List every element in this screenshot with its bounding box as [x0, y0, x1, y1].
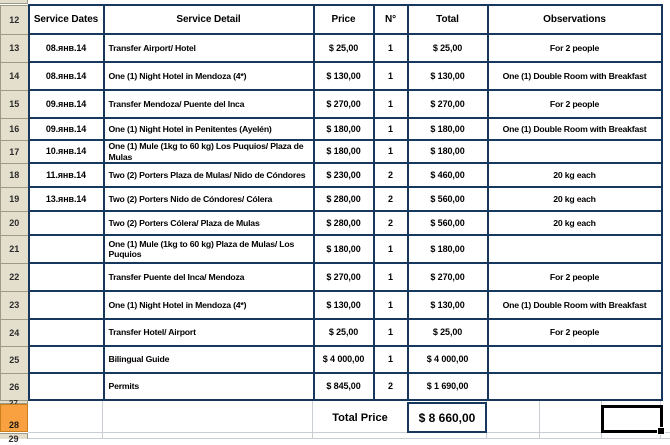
date-cell[interactable]	[29, 291, 104, 319]
total-cell[interactable]: $ 180,00	[408, 118, 488, 140]
table-row	[1, 291, 662, 319]
detail-cell[interactable]: Bilingual Guide	[104, 346, 314, 373]
col-header-total[interactable]: Total	[408, 5, 488, 34]
row-header[interactable]: 16	[1, 118, 29, 140]
observations-cell[interactable]: For 2 people	[488, 90, 662, 118]
date-cell[interactable]: 09.янв.14	[29, 118, 104, 140]
price-cell[interactable]: $ 270,00	[314, 90, 374, 118]
row-header[interactable]: 17	[1, 140, 29, 163]
observations-cell[interactable]: One (1) Double Room with Breakfast	[488, 62, 662, 90]
table-row	[1, 235, 662, 263]
qty-cell[interactable]: 1	[374, 140, 408, 163]
detail-cell[interactable]: Two (2) Porters Plaza de Mulas/ Nido de Cóndores	[104, 163, 314, 187]
gridline	[102, 401, 103, 439]
table-row	[1, 211, 662, 235]
total-price-label[interactable]: Total Price	[332, 412, 388, 424]
detail-cell[interactable]: Permits	[104, 373, 314, 400]
row-header[interactable]: 23	[1, 291, 29, 319]
row-header[interactable]: 14	[1, 62, 29, 90]
price-cell[interactable]: $ 270,00	[314, 263, 374, 291]
row-header-partial-bottom[interactable]	[0, 433, 28, 444]
services-table	[0, 4, 663, 401]
observations-cell[interactable]: For 2 people	[488, 263, 662, 291]
table-row	[1, 319, 662, 346]
qty-cell[interactable]: 1	[374, 118, 408, 140]
date-cell[interactable]	[29, 235, 104, 263]
price-cell[interactable]: $ 280,00	[314, 187, 374, 211]
total-cell[interactable]: $ 25,00	[408, 319, 488, 346]
total-cell[interactable]: $ 270,00	[408, 90, 488, 118]
col-header-service-detail[interactable]: Service Detail	[104, 5, 314, 34]
total-cell[interactable]: $ 130,00	[408, 62, 488, 90]
observations-cell[interactable]: 20 kg each	[488, 187, 662, 211]
active-cell[interactable]	[601, 405, 663, 433]
price-cell[interactable]: $ 180,00	[314, 235, 374, 263]
qty-cell[interactable]: 1	[374, 319, 408, 346]
observations-cell[interactable]: One (1) Double Room with Breakfast	[488, 118, 662, 140]
table-row	[1, 62, 662, 90]
col-header-observations[interactable]: Observations	[488, 5, 662, 34]
detail-cell[interactable]: One (1) Night Hotel in Mendoza (4*)	[104, 291, 314, 319]
observations-cell[interactable]	[488, 140, 662, 163]
row-header[interactable]: 15	[1, 90, 29, 118]
total-cell[interactable]: $ 460,00	[408, 163, 488, 187]
price-cell[interactable]: $ 230,00	[314, 163, 374, 187]
qty-cell[interactable]: 1	[374, 34, 408, 62]
detail-cell[interactable]: One (1) Night Hotel in Mendoza (4*)	[104, 62, 314, 90]
row-header[interactable]: 24	[1, 319, 29, 346]
date-cell[interactable]	[29, 211, 104, 235]
observations-cell[interactable]: 20 kg each	[488, 163, 662, 187]
price-cell[interactable]: $ 180,00	[314, 140, 374, 163]
col-header-service-dates[interactable]: Service Dates	[29, 5, 104, 34]
qty-cell[interactable]: 1	[374, 291, 408, 319]
detail-cell[interactable]: One (1) Mule (1kg to 60 kg) Los Puquios/ Plaza de Mulas	[104, 140, 314, 163]
observations-cell[interactable]	[488, 346, 662, 373]
row-header[interactable]: 20	[1, 211, 29, 235]
table-row	[1, 373, 662, 400]
date-cell[interactable]	[29, 319, 104, 346]
price-cell[interactable]: $ 130,00	[314, 291, 374, 319]
row-header[interactable]: 21	[1, 235, 29, 263]
row-header-12[interactable]: 12	[1, 5, 29, 34]
date-cell[interactable]	[29, 346, 104, 373]
date-cell[interactable]	[29, 373, 104, 400]
price-cell[interactable]: $ 130,00	[314, 62, 374, 90]
table-row	[1, 263, 662, 291]
total-cell[interactable]: $ 130,00	[408, 291, 488, 319]
date-cell[interactable]: 13.янв.14	[29, 187, 104, 211]
table-row	[1, 140, 662, 163]
detail-cell[interactable]: Two (2) Porters Cólera/ Plaza de Mulas	[104, 211, 314, 235]
price-cell[interactable]: $ 180,00	[314, 118, 374, 140]
qty-cell[interactable]: 1	[374, 346, 408, 373]
date-cell[interactable]: 08.янв.14	[29, 62, 104, 90]
observations-cell[interactable]: For 2 people	[488, 34, 662, 62]
total-cell[interactable]: $ 25,00	[408, 34, 488, 62]
gridline	[28, 432, 670, 433]
table-row	[1, 187, 662, 211]
qty-cell[interactable]: 2	[374, 373, 408, 400]
row-number-label: 29	[8, 434, 19, 444]
row-header[interactable]: 13	[1, 34, 29, 62]
date-cell[interactable]: 09.янв.14	[29, 90, 104, 118]
observations-cell[interactable]: For 2 people	[488, 319, 662, 346]
price-cell[interactable]: $ 25,00	[314, 34, 374, 62]
date-cell[interactable]: 10.янв.14	[29, 140, 104, 163]
qty-cell[interactable]: 1	[374, 90, 408, 118]
qty-cell[interactable]: 2	[374, 187, 408, 211]
qty-cell[interactable]: 2	[374, 211, 408, 235]
date-cell[interactable]: 08.янв.14	[29, 34, 104, 62]
total-cell[interactable]: $ 560,00	[408, 211, 488, 235]
row-header[interactable]: 26	[1, 373, 29, 400]
total-cell[interactable]: $ 180,00	[408, 140, 488, 163]
table-row	[1, 163, 662, 187]
row-number-label: 28	[8, 420, 19, 430]
detail-cell[interactable]: One (1) Night Hotel in Penitentes (Ayelén)	[104, 118, 314, 140]
row-header[interactable]: 18	[1, 163, 29, 187]
detail-cell[interactable]: Two (2) Porters Nido de Cóndores/ Cólera	[104, 187, 314, 211]
date-cell[interactable]	[29, 263, 104, 291]
fill-handle-icon[interactable]	[657, 427, 665, 435]
price-cell[interactable]: $ 4 000,00	[314, 346, 374, 373]
detail-cell[interactable]: Transfer Airport/ Hotel	[104, 34, 314, 62]
qty-cell[interactable]: 1	[374, 263, 408, 291]
detail-cell[interactable]: Transfer Mendoza/ Puente del Inca	[104, 90, 314, 118]
detail-cell[interactable]: One (1) Mule (1kg to 60 kg) Plaza de Mulas/ Los Puquios	[104, 235, 314, 263]
observations-cell[interactable]: One (1) Double Room with Breakfast	[488, 291, 662, 319]
qty-cell[interactable]: 2	[374, 163, 408, 187]
qty-cell[interactable]: 1	[374, 62, 408, 90]
col-header-qty[interactable]: N°	[374, 5, 408, 34]
detail-cell[interactable]: Transfer Hotel/ Airport	[104, 319, 314, 346]
qty-cell[interactable]: 1	[374, 235, 408, 263]
total-cell[interactable]: $ 180,00	[408, 235, 488, 263]
price-cell[interactable]: $ 280,00	[314, 211, 374, 235]
detail-cell[interactable]: Transfer Puente del Inca/ Mendoza	[104, 263, 314, 291]
gridline	[539, 401, 540, 439]
table-row	[1, 346, 662, 373]
price-cell[interactable]: $ 845,00	[314, 373, 374, 400]
total-cell[interactable]: $ 270,00	[408, 263, 488, 291]
table-row	[1, 118, 662, 140]
table-header-row	[1, 5, 662, 34]
col-header-price[interactable]: Price	[314, 5, 374, 34]
row-header[interactable]: 22	[1, 263, 29, 291]
row-header[interactable]: 19	[1, 187, 29, 211]
observations-cell[interactable]	[488, 373, 662, 400]
table-row	[1, 34, 662, 62]
price-cell[interactable]: $ 25,00	[314, 319, 374, 346]
row-header-28-selected[interactable]	[0, 404, 28, 432]
total-cell[interactable]: $ 4 000,00	[408, 346, 488, 373]
total-cell[interactable]: $ 560,00	[408, 187, 488, 211]
total-cell[interactable]: $ 1 690,00	[408, 373, 488, 400]
observations-cell[interactable]: 20 kg each	[488, 211, 662, 235]
table-row	[1, 90, 662, 118]
date-cell[interactable]: 11.янв.14	[29, 163, 104, 187]
observations-cell[interactable]	[488, 235, 662, 263]
gridline	[28, 438, 670, 439]
row-header[interactable]: 25	[1, 346, 29, 373]
total-price-value[interactable]: $ 8 660,00	[407, 402, 487, 433]
